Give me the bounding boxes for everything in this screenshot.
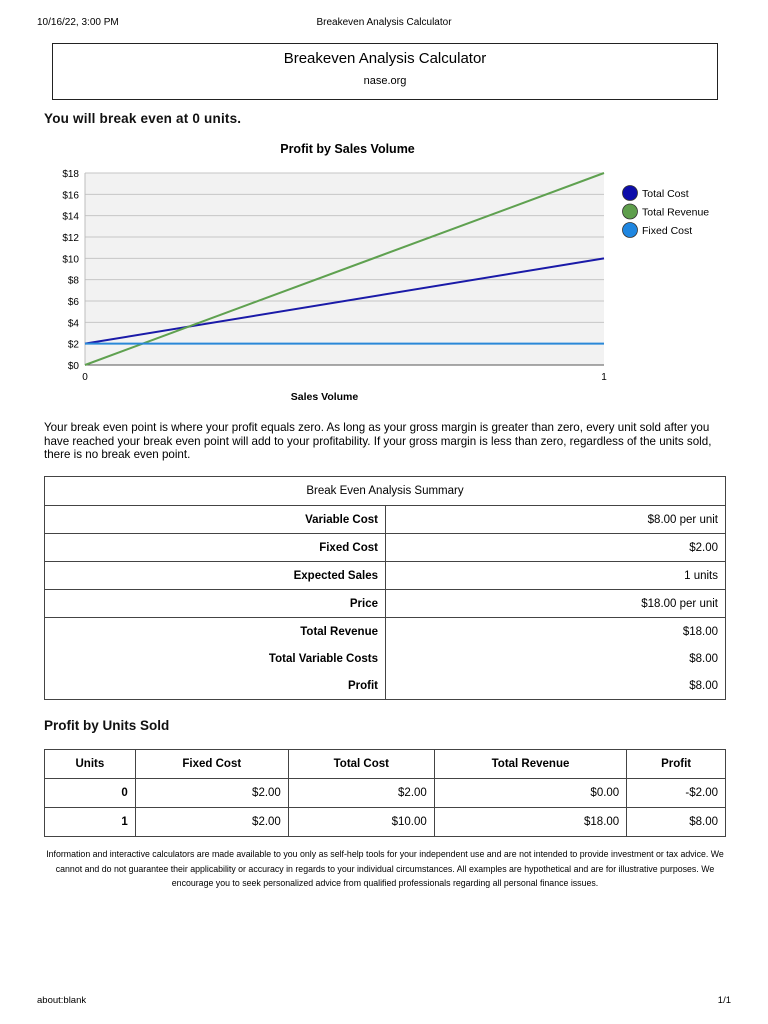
legend-marker bbox=[623, 186, 638, 201]
legend-label: Fixed Cost bbox=[642, 225, 693, 237]
col-header: Profit bbox=[627, 750, 726, 779]
result-label: Total Revenue bbox=[45, 618, 386, 646]
summary-label: Expected Sales bbox=[45, 562, 386, 590]
y-tick-label: $0 bbox=[67, 361, 79, 372]
table-cell: $18.00 bbox=[434, 808, 626, 837]
table-cell: $2.00 bbox=[135, 808, 288, 837]
page-number: 1/1 bbox=[717, 995, 731, 1006]
legend-marker bbox=[623, 223, 638, 238]
y-tick-label: $10 bbox=[62, 254, 79, 266]
summary-value: $18.00 per unit bbox=[386, 590, 726, 618]
result-row bbox=[45, 645, 726, 672]
table-cell: 0 bbox=[45, 779, 136, 808]
y-tick-label: $14 bbox=[62, 211, 79, 223]
print-date: 10/16/22, 3:00 PM bbox=[37, 17, 119, 28]
col-header: Total Revenue bbox=[434, 750, 626, 779]
units-table bbox=[44, 749, 726, 837]
x-tick-label: 0 bbox=[82, 372, 88, 383]
result-value: $18.00 bbox=[386, 618, 726, 646]
print-url: about:blank bbox=[37, 995, 87, 1006]
y-tick-label: $2 bbox=[67, 339, 79, 351]
col-header: Units bbox=[45, 750, 136, 779]
summary-label: Fixed Cost bbox=[45, 534, 386, 562]
breakeven-description: Your break even point is where your profit equals zero. As long as your gross margin is greater than zero, every unit sold after you have reached your break even point will add to your profitability. If your gross margin is less than zero, regardless of the units sold, there is no break even point. bbox=[44, 421, 712, 461]
table-cell: $2.00 bbox=[135, 779, 288, 808]
y-tick-label: $18 bbox=[62, 169, 79, 180]
table-row bbox=[45, 808, 726, 837]
col-header: Total Cost bbox=[288, 750, 434, 779]
summary-value: $8.00 per unit bbox=[386, 506, 726, 534]
x-tick-label: 1 bbox=[601, 372, 607, 383]
chart-title: Profit by Sales Volume bbox=[280, 142, 415, 156]
col-header: Fixed Cost bbox=[135, 750, 288, 779]
table-cell: $8.00 bbox=[627, 808, 726, 837]
table-cell: $0.00 bbox=[434, 779, 626, 808]
result-row bbox=[45, 618, 726, 646]
y-tick-label: $16 bbox=[62, 190, 79, 202]
units-table-title: Profit by Units Sold bbox=[44, 718, 170, 733]
table-cell: $10.00 bbox=[288, 808, 434, 837]
legend-label: Total Cost bbox=[642, 188, 689, 200]
y-tick-label: $4 bbox=[67, 318, 79, 330]
summary-table bbox=[44, 476, 726, 700]
result-value: $8.00 bbox=[386, 645, 726, 672]
title-box bbox=[52, 43, 718, 100]
print-header bbox=[37, 17, 731, 31]
legend-label: Total Revenue bbox=[642, 206, 710, 219]
result-label: Profit bbox=[45, 672, 386, 700]
legend-marker bbox=[623, 204, 638, 219]
x-axis-label: Sales Volume bbox=[290, 391, 359, 403]
source-site: nase.org bbox=[363, 75, 407, 87]
units-header-row bbox=[45, 750, 726, 779]
result-value: $8.00 bbox=[386, 672, 726, 700]
chart-svg bbox=[40, 135, 740, 405]
y-tick-label: $12 bbox=[62, 233, 79, 244]
result-row bbox=[45, 672, 726, 700]
table-cell: $2.00 bbox=[288, 779, 434, 808]
summary-value: 1 units bbox=[386, 562, 726, 590]
page-title: Breakeven Analysis Calculator bbox=[283, 50, 487, 67]
y-tick-label: $8 bbox=[67, 275, 79, 287]
print-title: Breakeven Analysis Calculator bbox=[316, 17, 452, 28]
table-cell: 1 bbox=[45, 808, 136, 837]
disclaimer: Information and interactive calculators are made available to you only as self-help tools for your independent use and are not intended to provide investment or tax advice. We cannot and do not guarantee their applicability or accuracy in regards to your individual circumstances. All examples are hypothetical and are for illustrative purposes. We encourage you to seek personalized advice from qualified professionals regarding all personal finance issues. bbox=[46, 849, 724, 888]
summary-row bbox=[45, 534, 726, 562]
summary-header: Break Even Analysis Summary bbox=[45, 477, 726, 506]
y-tick-label: $6 bbox=[67, 297, 79, 308]
summary-row bbox=[45, 562, 726, 590]
profit-chart bbox=[40, 135, 740, 405]
summary-value: $2.00 bbox=[386, 534, 726, 562]
result-label: Total Variable Costs bbox=[45, 645, 386, 672]
table-row bbox=[45, 779, 726, 808]
summary-row bbox=[45, 590, 726, 618]
breakeven-message: You will break even at 0 units. bbox=[44, 111, 242, 126]
summary-row bbox=[45, 506, 726, 534]
table-cell: -$2.00 bbox=[627, 779, 726, 808]
summary-label: Price bbox=[45, 590, 386, 618]
summary-label: Variable Cost bbox=[45, 506, 386, 534]
